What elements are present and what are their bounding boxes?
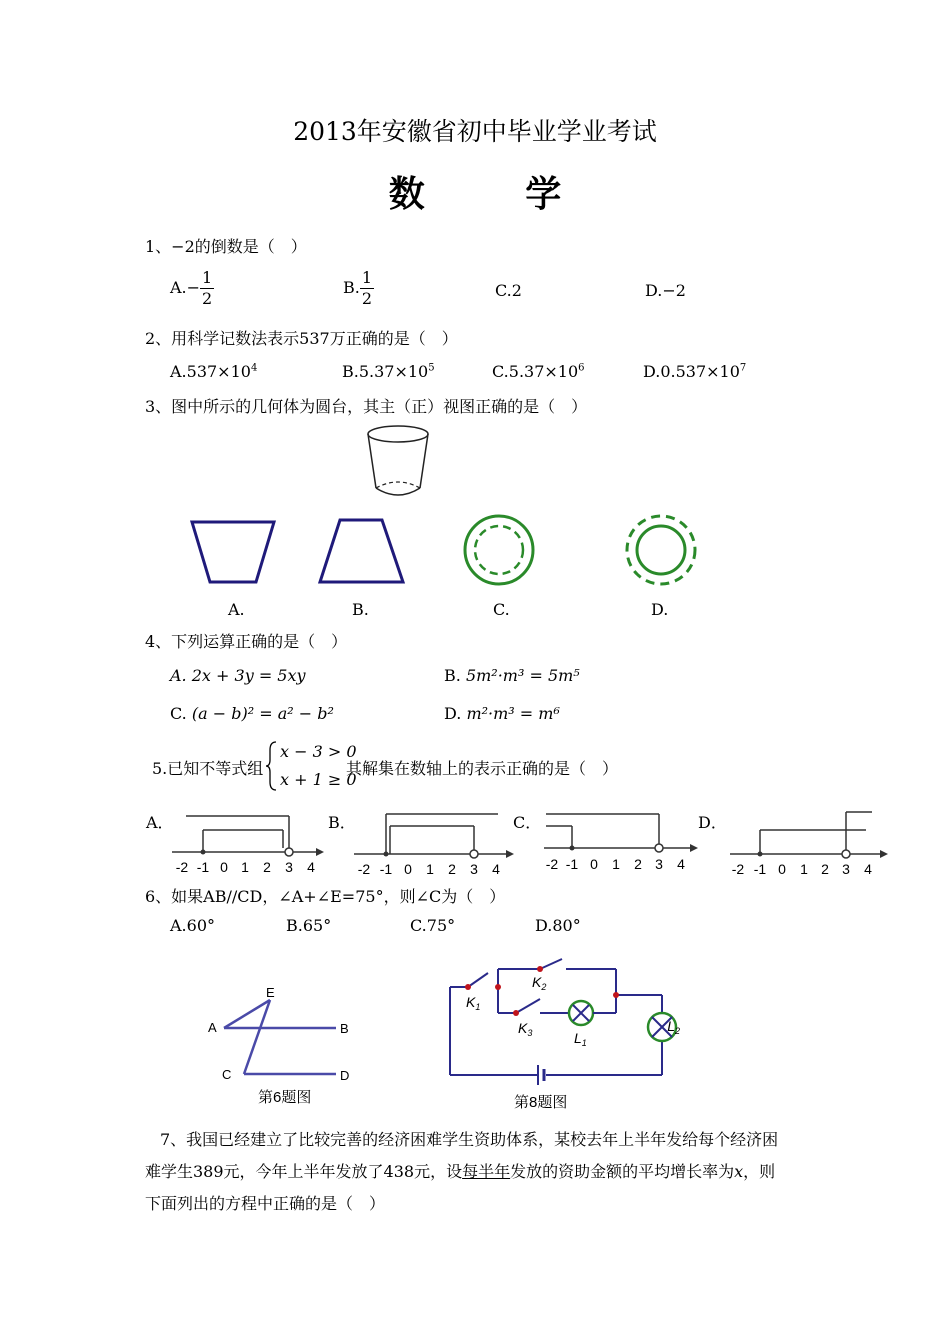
frustum-bottom-front (376, 488, 420, 495)
q5-brace (266, 740, 278, 792)
tick-label: 0 (778, 861, 786, 877)
q1-option-c: C.2 (495, 281, 522, 300)
q6-option-b: B.65° (286, 916, 332, 935)
circle-d-inner (637, 526, 685, 574)
q3-label-d: D. (651, 600, 669, 619)
q2-b-label: B. (342, 362, 359, 381)
label-l1: $L_1$ (574, 1030, 587, 1048)
q5-prefix: 5.已知不等式组 (152, 759, 264, 778)
q2-option-d (643, 362, 746, 381)
q2-stem: 2、用科学记数法表示537万正确的是（ ） (145, 329, 458, 348)
numberline-d (726, 806, 896, 878)
q3-figure-d-circles (618, 510, 708, 590)
q2-d-base: 0.537×10 (660, 362, 740, 381)
label-k3: $K_3$ (518, 1020, 533, 1038)
q2-b-exp: 5 (428, 362, 435, 374)
label-l2: $L_2$ (667, 1018, 680, 1036)
tick-label: 1 (426, 861, 434, 877)
q3-label-c: C. (493, 600, 510, 619)
figure-6 (200, 980, 370, 1110)
exam-title: 2013年安徽省初中毕业学业考试 (293, 117, 657, 146)
q4-stem: 4、下列运算正确的是（ ） (145, 632, 348, 651)
axis-arrow (316, 848, 324, 856)
q3-figure-a-trapezoid (180, 510, 290, 590)
point-d-label: D (340, 1068, 350, 1083)
circle-c-inner-dashed (475, 526, 523, 574)
dot-neg1 (570, 846, 575, 851)
q2-a-base: 537×10 (186, 362, 251, 381)
q1-a-den: 2 (202, 289, 213, 308)
tick-label: 0 (404, 861, 412, 877)
q7-underlined: 每半年 (462, 1162, 511, 1181)
tick-label: 4 (864, 861, 872, 877)
tick-label: -1 (753, 861, 767, 877)
point-e-label: E (266, 985, 275, 1000)
tick-label: 3 (285, 859, 293, 875)
q5-inequality-2: x + 1 ≥ 0 (280, 770, 357, 789)
q3-figure-b-trapezoid (308, 510, 418, 590)
q1-b-den: 2 (361, 289, 373, 308)
q1-b-prefix: B. (343, 278, 360, 297)
open-circle-3 (842, 850, 850, 858)
switch-k3 (516, 999, 540, 1013)
q1-b-num: 1 (361, 268, 373, 287)
q5-suffix: 其解集在数轴上的表示正确的是（ ） (346, 759, 619, 778)
q3-stem: 3、图中所示的几何体为圆台，其主（正）视图正确的是（ ） (145, 397, 588, 416)
q1-a-num: 1 (202, 268, 213, 287)
switch-k1 (468, 973, 488, 987)
brace-path (266, 742, 276, 790)
tick-label: 4 (677, 856, 685, 872)
q5-label-b: B． (328, 813, 356, 832)
tick-label: 1 (800, 861, 808, 877)
q1-a-prefix: A.− (170, 278, 201, 297)
node-k3 (513, 1010, 519, 1016)
open-circle-3 (285, 848, 293, 856)
tick-label: 2 (634, 856, 642, 872)
dot-neg1 (384, 852, 389, 857)
q2-c-label: C. (492, 362, 509, 381)
line-ec (244, 1000, 270, 1074)
q6-option-c: C.75° (410, 916, 456, 935)
q7-variable-x: x (734, 1162, 744, 1181)
q1-option-a (170, 268, 214, 309)
tick-label: 0 (590, 856, 598, 872)
q7-line2-part-c: ，则 (743, 1162, 776, 1181)
tick-label: 4 (307, 859, 315, 875)
switch-k2 (540, 959, 562, 969)
tick-label: -2 (731, 861, 745, 877)
trapezoid-a (192, 522, 274, 582)
q7-line-2 (145, 1157, 815, 1187)
q2-a-label: A. (170, 362, 187, 381)
tick-label: -1 (196, 859, 210, 875)
axis-arrow (880, 850, 888, 858)
trapezoid-b (320, 520, 403, 582)
open-circle-3 (655, 844, 663, 852)
line-ae (224, 1000, 270, 1028)
frustum-left-edge (368, 434, 376, 488)
q5-label-a: A． (146, 813, 174, 832)
q3-label-a: A. (228, 600, 245, 619)
q4-c-expr: (a − b)² = a² − b² (191, 704, 334, 723)
tick-label: 0 (220, 859, 228, 875)
fig8-caption: 第8题图 (514, 1094, 568, 1111)
q1-option-d: D.−2 (645, 281, 686, 300)
q4-d-expr: m²·m³ = m⁶ (466, 704, 560, 723)
q6-stem: 6、如果AB//CD，∠A+∠E=75°，则∠C为（ ） (145, 887, 506, 906)
tick-label: 3 (655, 856, 663, 872)
tick-label: 2 (448, 861, 456, 877)
q5-label-c: C． (513, 813, 542, 832)
q7-line-1: 7、我国已经建立了比较完善的经济困难学生资助体系，某校去年上半年发给每个经济困 (160, 1130, 779, 1149)
q5-label-d: D． (698, 813, 727, 832)
dot-neg1 (201, 850, 206, 855)
tick-label: -2 (175, 859, 189, 875)
numberline-a (168, 808, 328, 878)
q6-option-d: D.80° (535, 916, 581, 935)
tick-label: 4 (492, 861, 500, 877)
tick-label: -1 (565, 856, 579, 872)
tick-label: 2 (821, 861, 829, 877)
q2-c-exp: 6 (578, 362, 585, 374)
label-k2: $K_2$ (532, 974, 547, 992)
q4-option-c (170, 704, 334, 723)
q4-b-label: B. (444, 666, 461, 685)
q5-inequality-1: x − 3 > 0 (280, 742, 357, 761)
frustum-right-edge (420, 434, 428, 488)
q1-option-b (343, 268, 374, 309)
q4-option-d (444, 704, 560, 723)
tick-label: 3 (470, 861, 478, 877)
point-a-label: A (208, 1020, 217, 1035)
fig6-caption: 第6题图 (258, 1089, 312, 1106)
frustum-bottom-back (376, 482, 420, 488)
point-b-label: B (340, 1021, 349, 1036)
tick-label: -2 (357, 861, 371, 877)
q2-d-label: D. (643, 362, 661, 381)
axis-arrow (690, 844, 698, 852)
q2-b-base: 5.37×10 (358, 362, 429, 381)
q4-b-expr: 5m²·m³ = 5m⁵ (465, 666, 580, 685)
q3-figure-c-circles (456, 512, 546, 592)
node-join (613, 992, 619, 998)
q4-option-b (444, 666, 580, 685)
q2-d-exp: 7 (739, 362, 747, 374)
dot-neg1 (758, 852, 763, 857)
q6-option-a: A.60° (170, 916, 215, 935)
tick-label: 2 (263, 859, 271, 875)
numberline-b (350, 808, 520, 878)
q7-line-3: 下面列出的方程中正确的是（ ） (145, 1194, 386, 1213)
node-k2 (537, 966, 543, 972)
point-c-label: C (222, 1067, 232, 1082)
tick-label: -1 (379, 861, 393, 877)
q2-a-exp: 4 (250, 362, 258, 374)
frustum-cup-figure (360, 422, 440, 502)
axis-arrow (506, 850, 514, 858)
tick-label: 1 (612, 856, 620, 872)
q7-line2-part-b: 发放的资助金额的平均增长率为 (510, 1162, 735, 1181)
tick-label: -2 (545, 856, 559, 872)
q7-line2-part-a: 难学生389元，今年上半年发放了438元，设 (145, 1162, 463, 1181)
open-circle-3 (470, 850, 478, 858)
q4-d-label: D. (444, 704, 462, 723)
label-k1: $K_1$ (466, 994, 481, 1012)
q2-option-a (170, 362, 257, 381)
q1-stem: 1、−2的倒数是（ ） (145, 237, 307, 256)
figure-8-circuit (440, 955, 680, 1115)
q4-option-a: A. 2x + 3y = 5xy (170, 666, 306, 685)
q2-option-c (492, 362, 585, 381)
q2-c-base: 5.37×10 (508, 362, 579, 381)
subject-title: 数 学 (388, 173, 606, 215)
numberline-c (540, 806, 710, 876)
q2-option-b (342, 362, 435, 381)
q3-label-b: B. (352, 600, 369, 619)
node-k1 (465, 984, 471, 990)
node-branch (495, 984, 501, 990)
frustum-top-ellipse (368, 426, 428, 442)
tick-label: 1 (241, 859, 249, 875)
q4-c-label: C. (170, 704, 187, 723)
tick-label: 3 (842, 861, 850, 877)
